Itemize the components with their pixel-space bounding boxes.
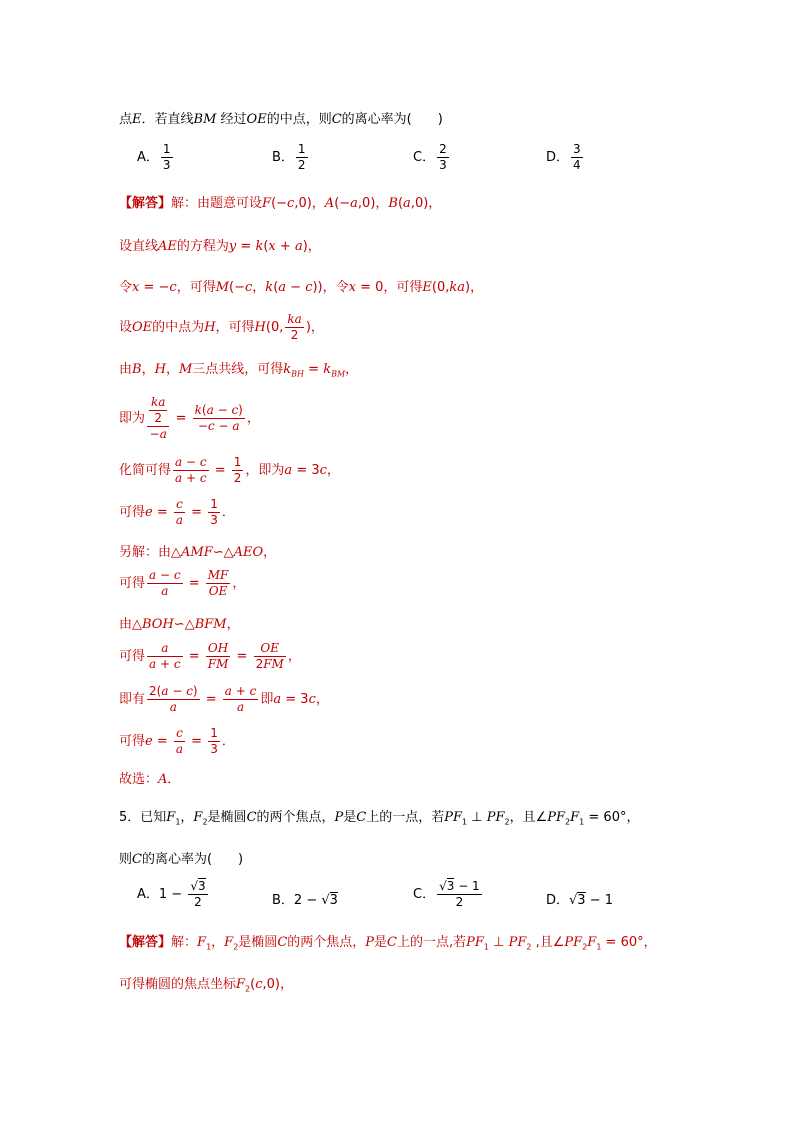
solution-5-line-1: 【解答】解：$F_1$，$F_2$是椭圆C的两个焦点，P是C上的一点,若$PF_1$ ⊥ $PF_2$ ,且$\angle PF_2F_1 = 60^\circ$， <box>119 935 657 952</box>
solution-4-line-8: 可得e = $\frac{c}{a}$ = $\frac{1}{3}$ ． <box>119 497 235 527</box>
question-4-stem-tail: 点E．若直线BM 经过OE的中点，则C的离心率为( ) <box>119 112 443 127</box>
option-d: D． $\frac{3}{4}$ <box>546 142 581 172</box>
solution-4-line-3: 令x = −c，可得M(−c，k(a − c))，令x = 0，可得E(0,ka)， <box>119 280 484 295</box>
option-b: B． $\frac{1}{2}$ <box>272 142 306 172</box>
option-d: D．√3 − 1 <box>546 893 614 908</box>
solution-4-line-1: 【解答】解：由题意可设F(−c,0)，A(−a,0)，B(a,0)， <box>119 196 442 211</box>
solution-4-line-13: 即有 $\frac{2(a - c)}{a}$ = $\frac{a + c}{a}$ 即a = 3c， <box>119 684 329 714</box>
option-c: C． $\frac{2}{3}$ <box>413 142 447 172</box>
option-a: A．1 − $\frac{√3}{2}$ <box>137 879 206 909</box>
solution-4-line-4: 设OE的中点为H，可得H(0, $\frac{ka}{2}$ )， <box>119 312 324 342</box>
answer-tag: 【解答】 <box>119 196 172 211</box>
question-5-stem-line-1: 5．已知$F_1$，$F_2$是椭圆C的两个焦点，P是C上的一点，若$PF_1$ ⊥ $PF_2$，且$\angle PF_2F_1 = 60^\circ$， <box>119 810 640 827</box>
option-a: A． $\frac{1}{3}$ <box>137 142 171 172</box>
solution-4-conclusion: 故选：A． <box>119 772 181 787</box>
solution-5-line-2: 可得椭圆的焦点坐标$F_2(c,0)$， <box>119 977 293 994</box>
option-c: C． $\frac{√3 - 1}{2}$ <box>413 879 480 909</box>
solution-4-line-6: 即为 $\frac{\frac{ka}{2}}{-a}$ = $\frac{k(a - c)}{-c - a}$ ， <box>119 395 260 441</box>
solution-4-line-14: 可得e = $\frac{c}{a}$ = $\frac{1}{3}$ ． <box>119 726 235 756</box>
solution-4-line-12: 可得 $\frac{a}{a + c}$ = $\frac{OH}{FM}$ = $\frac{OE}{2FM}$ ， <box>119 641 301 671</box>
question-5-stem-line-2: 则C的离心率为( ) <box>119 852 244 867</box>
solution-4-line-11: 由△BOH∽△BFM， <box>119 617 240 632</box>
solution-4-line-10: 可得 $\frac{a - c}{a}$ = $\frac{MF}{OE}$ ， <box>119 568 246 598</box>
solution-4-line-9: 另解：由△AMF∽△AEO， <box>119 545 277 560</box>
option-b: B．2 − √3 <box>272 893 338 908</box>
solution-4-line-7: 化简可得 $\frac{a - c}{a + c}$ = $\frac{1}{2}$ ，即为a = 3c， <box>119 455 340 485</box>
solution-4-line-5: 由B，H，M三点共线，可得$k_{BH} = k_{BM}$， <box>119 362 359 379</box>
solution-4-line-2: 设直线AE的方程为y = k(x + a)， <box>119 239 321 254</box>
answer-tag: 【解答】 <box>119 935 172 950</box>
